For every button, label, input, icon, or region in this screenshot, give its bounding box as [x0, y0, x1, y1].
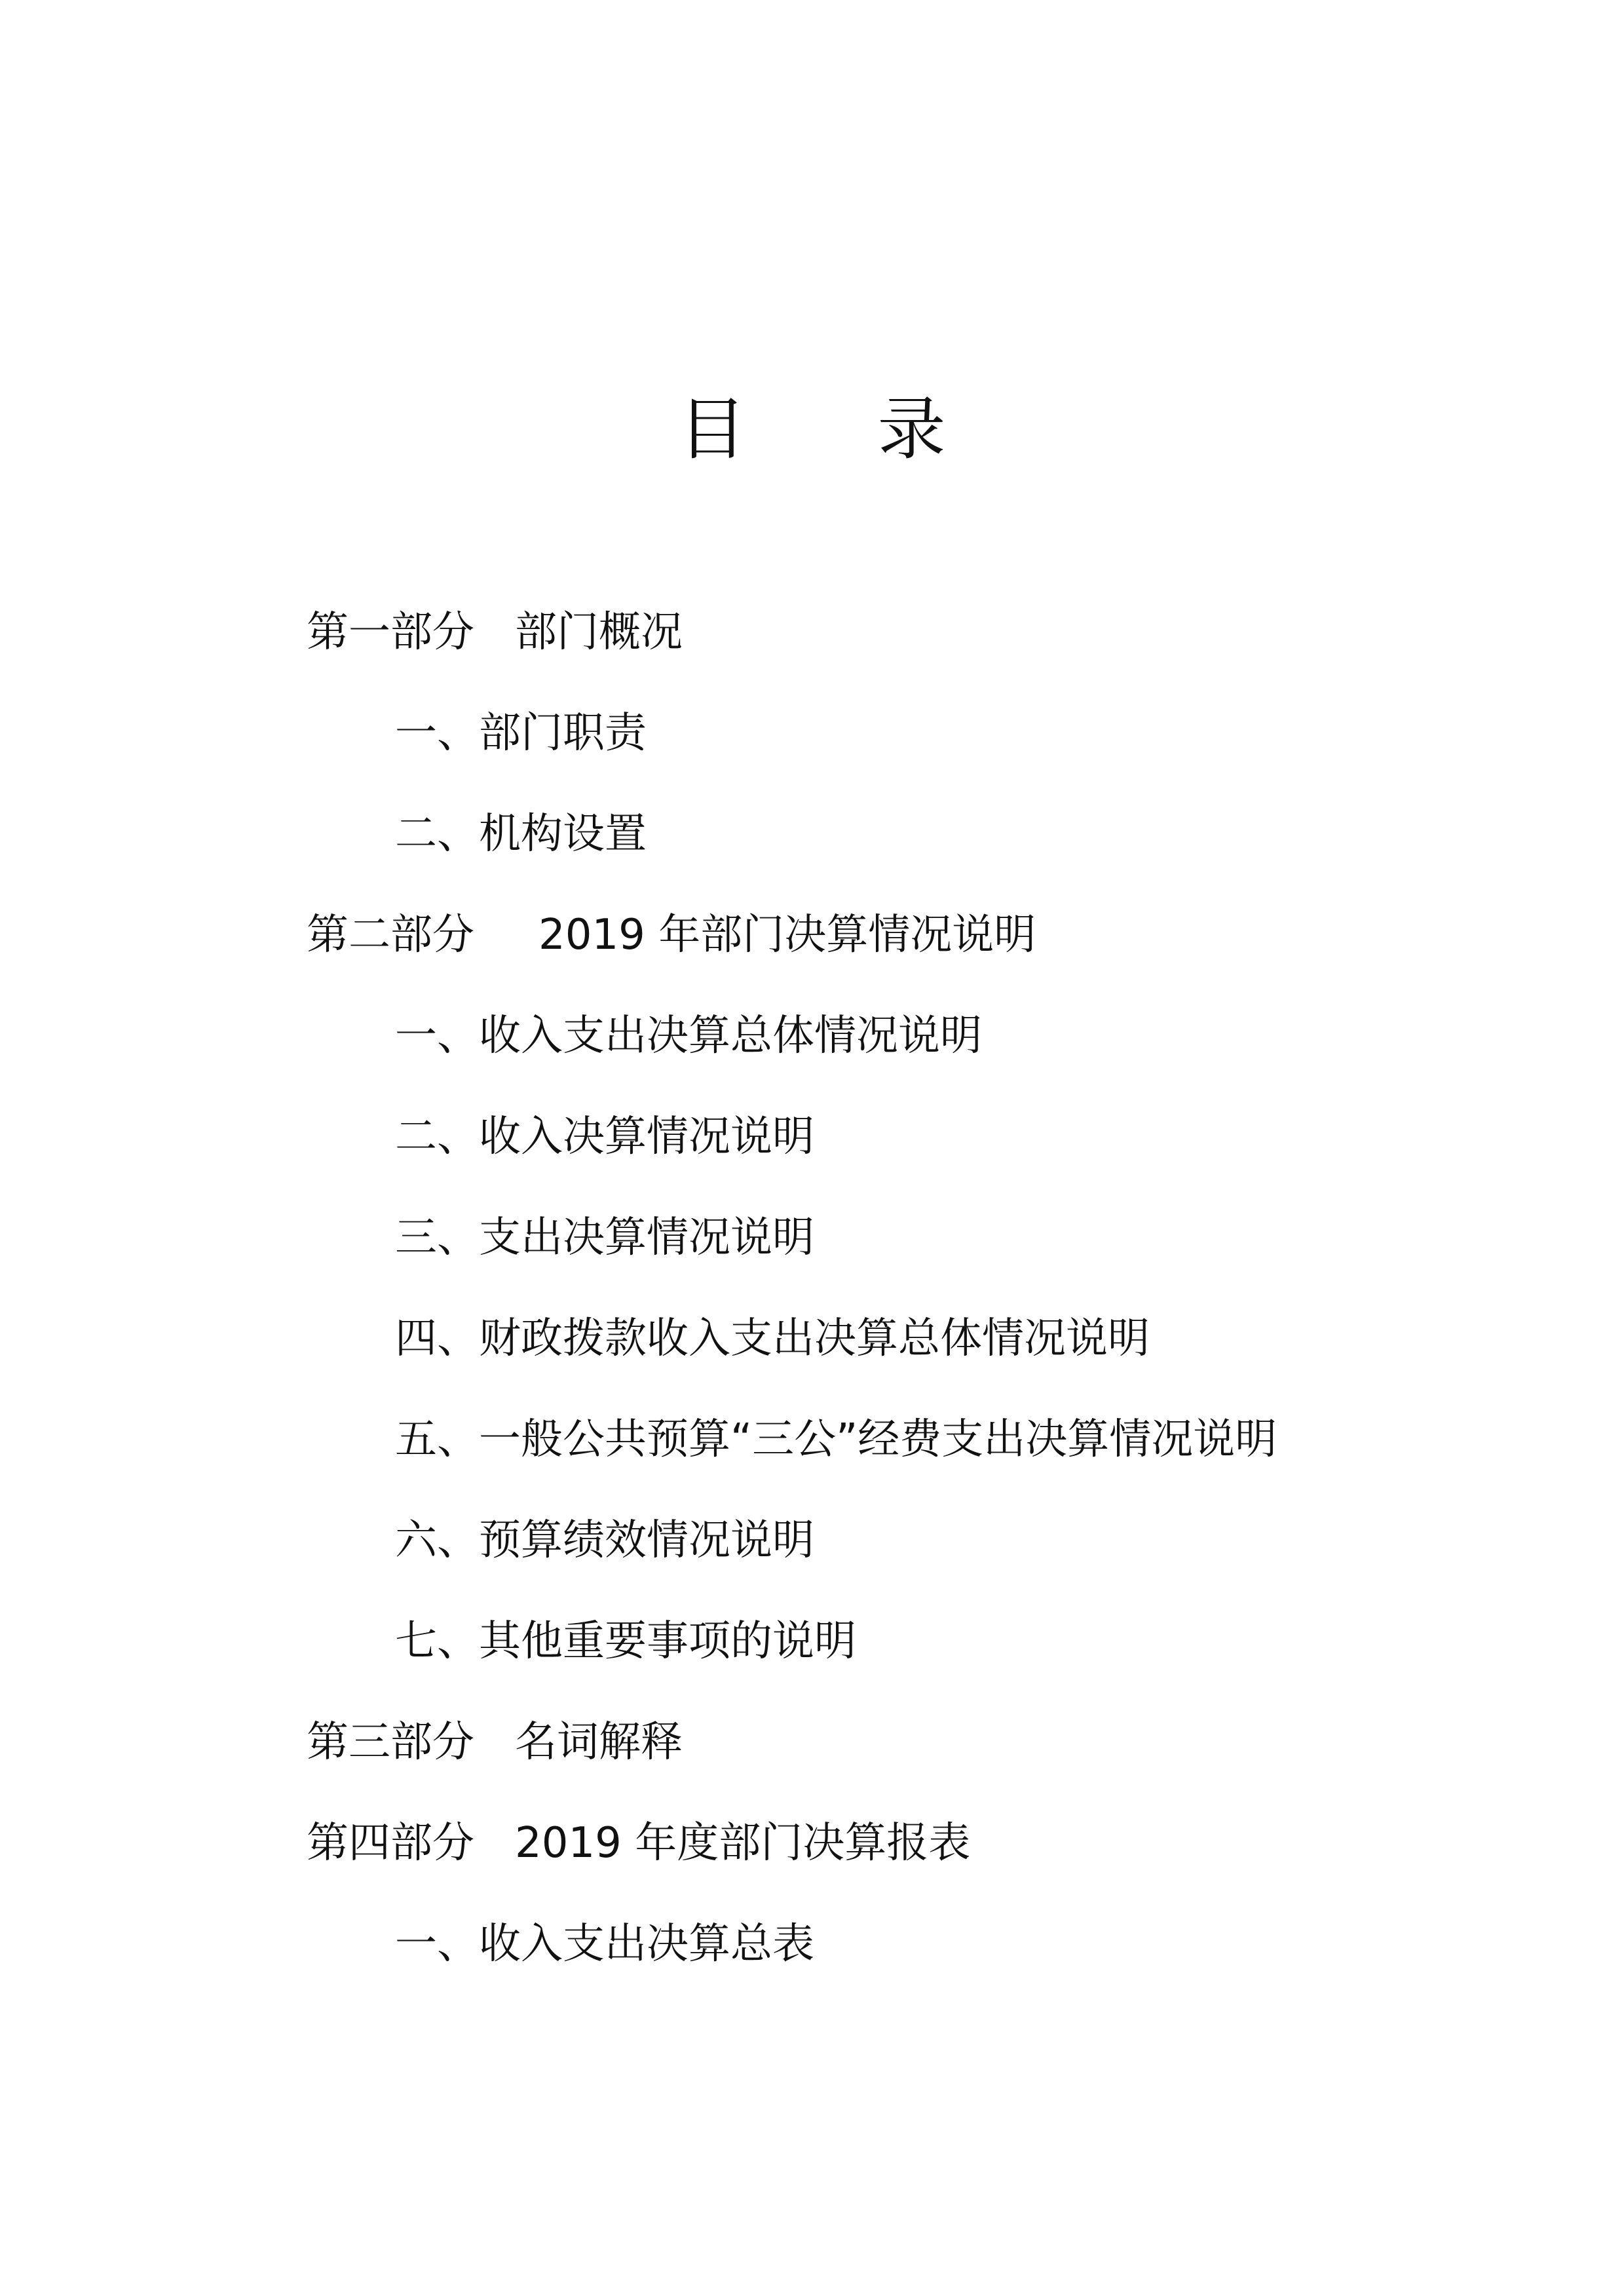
- toc-item[interactable]: 一、收入支出决算总表: [395, 1920, 814, 1968]
- toc-part-label: 第四部分: [307, 1819, 474, 1867]
- toc-item[interactable]: 四、财政拨款收入支出决算总体情况说明: [395, 1314, 1150, 1363]
- toc-item[interactable]: 七、其他重要事项的说明: [395, 1617, 856, 1666]
- toc-item[interactable]: 三、支出决算情况说明: [395, 1214, 814, 1262]
- toc-part-title: 2019 年部门决算情况说明: [538, 911, 1036, 959]
- toc-part-1[interactable]: [307, 606, 683, 659]
- toc-part-label: 第一部分: [307, 608, 474, 657]
- title-char-1: 目: [678, 389, 747, 469]
- toc-item[interactable]: 二、机构设置: [395, 810, 647, 858]
- toc-part-label: 第三部分: [307, 1718, 474, 1767]
- toc-part-3[interactable]: [307, 1716, 683, 1769]
- toc-part-4[interactable]: [307, 1817, 970, 1869]
- toc-part-2[interactable]: [307, 909, 1036, 961]
- toc-part-label: 第二部分: [307, 911, 474, 959]
- toc-item[interactable]: 一、收入支出决算总体情况说明: [395, 1012, 982, 1060]
- toc-item[interactable]: 六、预算绩效情况说明: [395, 1516, 814, 1565]
- title-char-2: 录: [877, 389, 946, 469]
- toc-item[interactable]: 五、一般公共预算“三公”经费支出决算情况说明: [395, 1415, 1277, 1464]
- toc-part-title: 名词解释: [515, 1718, 683, 1767]
- toc-part-title: 部门概况: [515, 608, 683, 657]
- toc-item[interactable]: 一、部门职责: [395, 709, 647, 757]
- toc-part-title: 2019 年度部门决算报表: [515, 1819, 971, 1867]
- toc-item[interactable]: 二、收入决算情况说明: [395, 1113, 814, 1161]
